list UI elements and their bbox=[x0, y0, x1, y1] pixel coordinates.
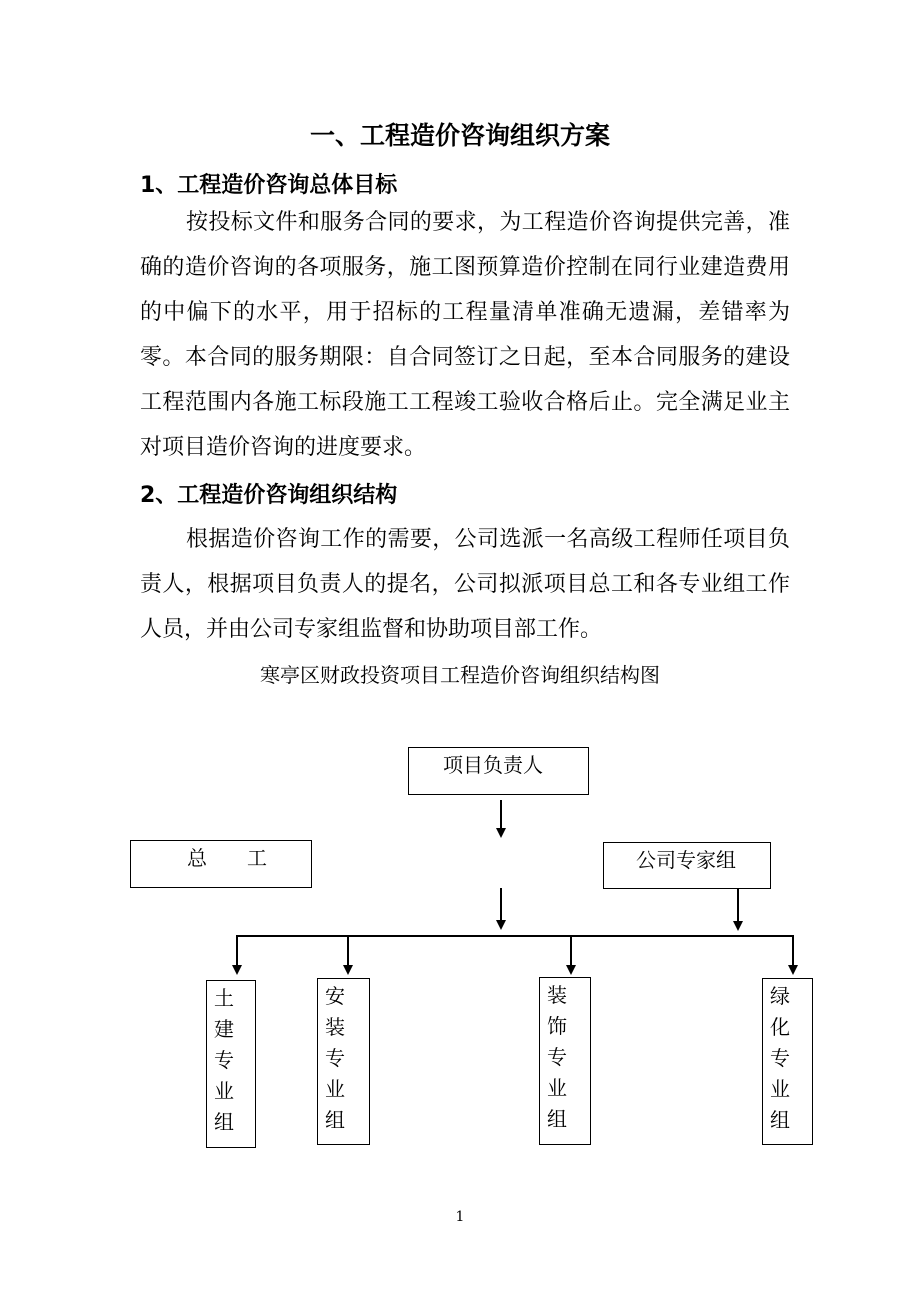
team-4-drop-line bbox=[792, 935, 794, 965]
team-char: 建 bbox=[214, 1017, 234, 1041]
team-char: 安 bbox=[325, 984, 345, 1008]
team-1-arrow bbox=[232, 965, 242, 975]
chief-engineer-label: 总 工 bbox=[187, 846, 267, 870]
team-char: 组 bbox=[547, 1107, 567, 1131]
section-2-paragraph: 根据造价咨询工作的需要，公司选派一名高级工程师任项目负责人，根据项目负责人的提名，公司拟派项目总工和各专业组工作人员，并由公司专家组监督和协助项目部工作。 bbox=[140, 527, 790, 642]
expert-group-label: 公司专家组 bbox=[636, 848, 736, 872]
document-title: 一、工程造价咨询组织方案 bbox=[309, 121, 610, 150]
center-arrow bbox=[496, 920, 506, 930]
team-3-arrow bbox=[566, 965, 576, 975]
horizontal-bus-line bbox=[236, 935, 793, 937]
team-3-drop-line bbox=[570, 935, 572, 965]
leader-arrow bbox=[496, 828, 506, 838]
page-number: 1 bbox=[455, 1209, 465, 1225]
project-leader-box bbox=[408, 747, 589, 795]
team-char: 化 bbox=[770, 1015, 790, 1039]
team-char: 土 bbox=[214, 986, 234, 1010]
team-char: 业 bbox=[770, 1077, 790, 1101]
center-connector-line bbox=[500, 888, 502, 920]
greening-team-box bbox=[762, 978, 813, 1145]
section-1-heading: 1、工程造价咨询总体目标 bbox=[140, 173, 398, 198]
team-1-drop-line bbox=[236, 935, 238, 965]
expert-arrow bbox=[733, 921, 743, 931]
expert-connector-line bbox=[737, 889, 739, 921]
team-char: 专 bbox=[214, 1048, 234, 1072]
team-char: 饰 bbox=[547, 1014, 567, 1038]
team-2-arrow bbox=[343, 965, 353, 975]
team-char: 专 bbox=[770, 1046, 790, 1070]
civil-team-box bbox=[206, 980, 256, 1148]
expert-group-box bbox=[603, 842, 771, 889]
section-2-heading: 2、工程造价咨询组织结构 bbox=[140, 483, 398, 508]
installation-team-box bbox=[317, 978, 370, 1145]
team-char: 装 bbox=[547, 983, 567, 1007]
team-char: 专 bbox=[547, 1045, 567, 1069]
team-char: 绿 bbox=[770, 984, 790, 1008]
team-char: 业 bbox=[325, 1077, 345, 1101]
team-char: 组 bbox=[214, 1110, 234, 1134]
team-4-arrow bbox=[788, 965, 798, 975]
decoration-team-box bbox=[539, 977, 591, 1145]
section-1-paragraph: 按投标文件和服务合同的要求，为工程造价咨询提供完善，准确的造价咨询的各项服务，施工图预算造价控制在同行业建造费用的中偏下的水平，用于招标的工程量清单准确无遗漏，差错率为零。本合同的服务期限：自合同签订之日起，至本合同服务的建设工程范围内各施工标段施工工程竣工验收合格后止。完全满足业主对项目造价咨询的进度要求。 bbox=[140, 210, 790, 460]
project-leader-label: 项目负责人 bbox=[443, 753, 543, 777]
team-char: 组 bbox=[325, 1108, 345, 1132]
team-2-drop-line bbox=[347, 935, 349, 965]
team-char: 装 bbox=[325, 1015, 345, 1039]
team-char: 业 bbox=[547, 1076, 567, 1100]
leader-connector-line bbox=[500, 800, 502, 828]
chief-engineer-box bbox=[130, 840, 312, 888]
team-char: 专 bbox=[325, 1046, 345, 1070]
chart-caption: 寒亭区财政投资项目工程造价咨询组织结构图 bbox=[260, 663, 660, 687]
team-char: 组 bbox=[770, 1108, 790, 1132]
team-char: 业 bbox=[214, 1079, 234, 1103]
